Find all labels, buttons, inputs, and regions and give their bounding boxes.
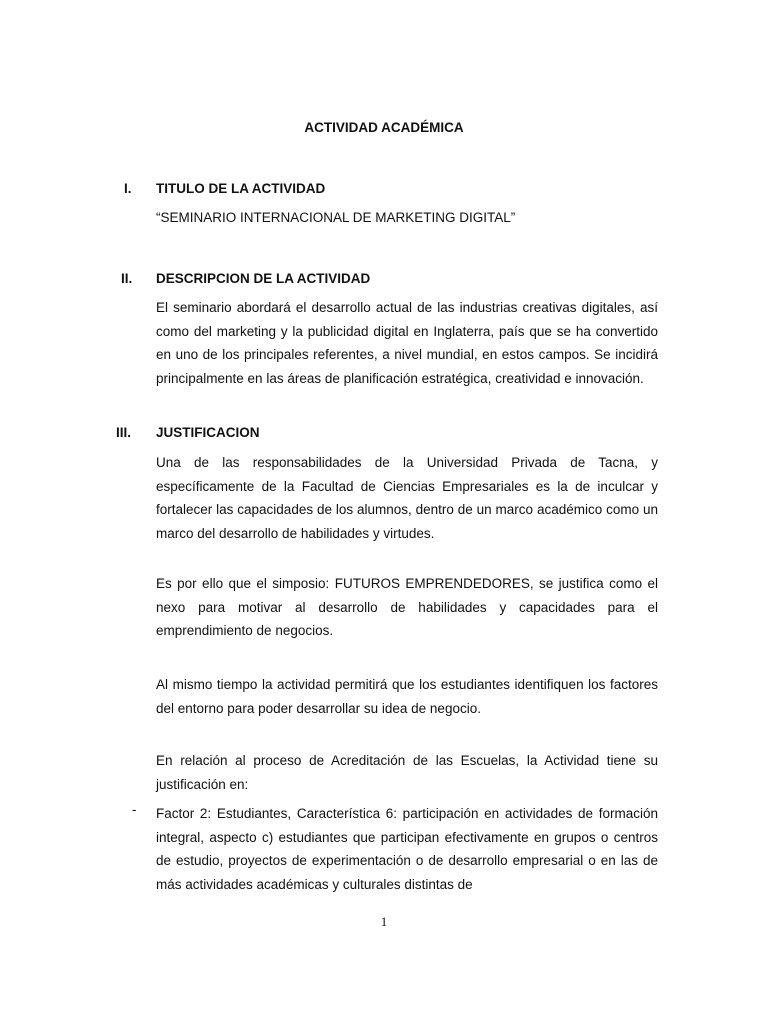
justification-paragraph-1: Una de las responsabilidades de la Universidad Privada de Tacna, y específicamente de la Facultad de Ciencias Empresariales es la de inculcar y fortalecer las capacidades de los alumnos, dentro de un marco académico como un marco del desarrollo de habilidades y virtudes. bbox=[156, 455, 658, 541]
section-2-heading: DESCRIPCION DE LA ACTIVIDAD bbox=[156, 271, 371, 286]
bullet-marker: - bbox=[132, 802, 137, 817]
justification-paragraph-3: Al mismo tiempo la actividad permitirá que los estudiantes identifiquen los factores del entorno para poder desarrollar su idea de negocio. bbox=[156, 677, 658, 716]
section-3-heading: JUSTIFICACION bbox=[156, 425, 260, 440]
section-1-number: I. bbox=[124, 181, 132, 196]
description-paragraph: El seminario abordará el desarrollo actual de las industrias creativas digitales, así como del marketing y la publicidad digital en Inglaterra, país que se ha convertido en uno de los principales referentes, a nivel mundial, en estos campos. Se incidirá principalmente en las áreas de planificación estratégica, creatividad e innovación. bbox=[156, 300, 658, 386]
justification-paragraph-2: Es por ello que el simposio: FUTUROS EMPRENDEDORES, se justifica como el nexo para motivar al desarrollo de habilidades y capacidades para el emprendimiento de negocios. bbox=[156, 576, 658, 639]
document-title: ACTIVIDAD ACADÉMICA bbox=[304, 120, 464, 135]
section-1-heading: TITULO DE LA ACTIVIDAD bbox=[156, 181, 326, 196]
section-2-number: II. bbox=[121, 271, 133, 286]
page-number: 1 bbox=[380, 914, 388, 929]
activity-title-text: “SEMINARIO INTERNACIONAL DE MARKETING DIGITAL” bbox=[156, 210, 516, 225]
justification-paragraph-4: En relación al proceso de Acreditación de las Escuelas, la Actividad tiene su justificación en: bbox=[156, 753, 658, 792]
section-3-number: III. bbox=[116, 425, 132, 440]
bullet-item: Factor 2: Estudiantes, Característica 6: participación en actividades de formación integral, aspecto c) estudiantes que participan efectivamente en grupos o centros de estudio, proyectos de experimentación o de desarrollo empresarial o en las de más actividades académicas y culturales distintas de bbox=[156, 806, 658, 892]
